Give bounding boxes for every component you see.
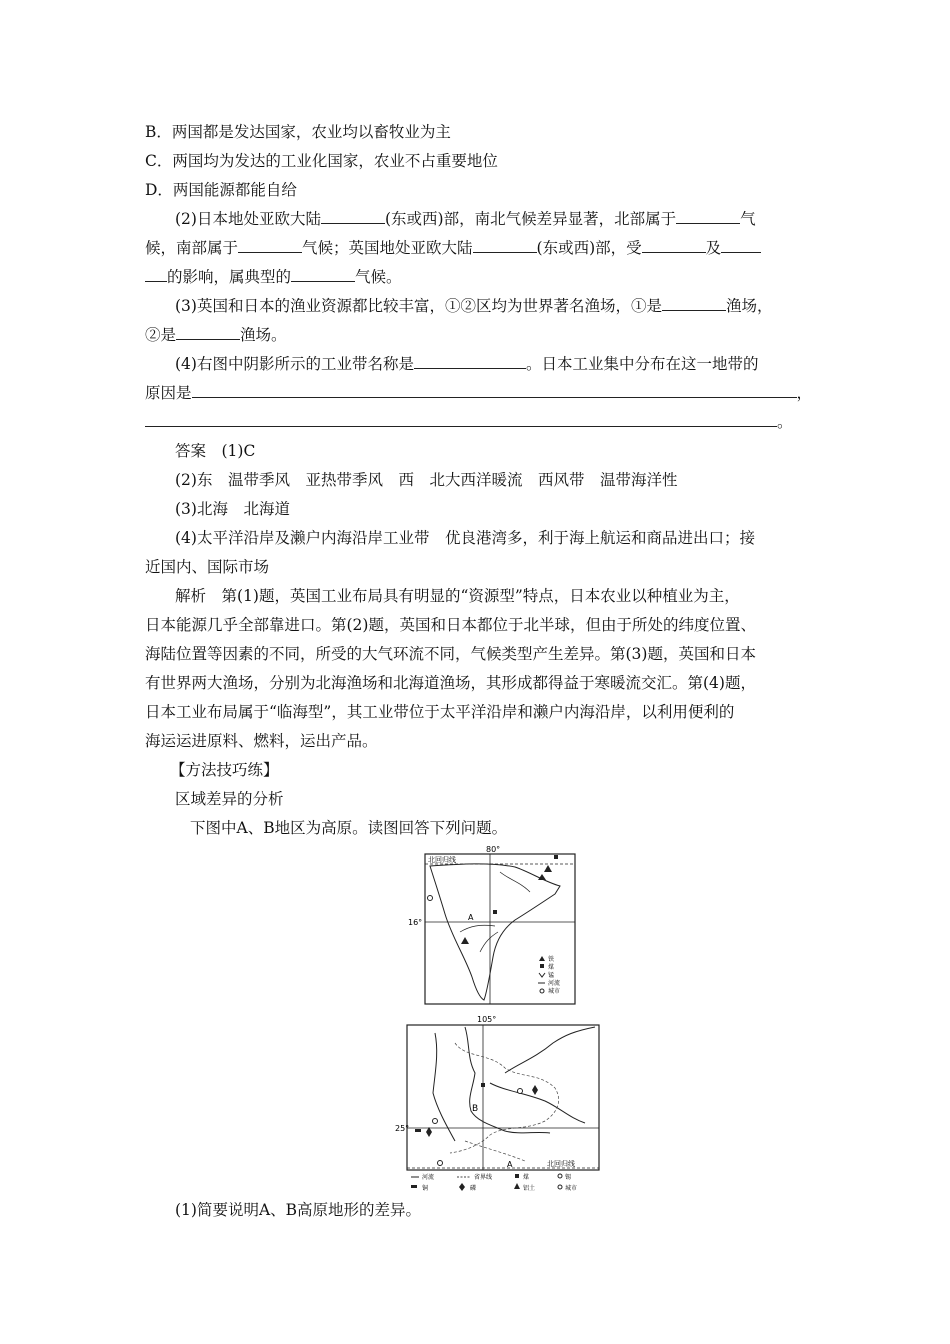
question-3-line-1: (3)英国和日本的渔业资源都比较丰富，①②区均为世界著名渔场，①是 渔场， bbox=[175, 297, 773, 315]
answer-1: 答案 (1)C bbox=[175, 442, 256, 460]
legend-phosphorus-icon bbox=[459, 1183, 465, 1191]
svg-text:磷: 磷 bbox=[470, 1185, 477, 1192]
label-b: B bbox=[472, 1104, 479, 1114]
legend-city-icon bbox=[540, 989, 544, 993]
answer-3: (3)北海 北海道 bbox=[175, 500, 290, 518]
answer-blank[interactable] bbox=[662, 296, 726, 311]
analysis-line-5: 日本工业布局属于“临海型”，其工业带位于太平洋沿岸和濑户内海沿岸，以利用便利的 bbox=[145, 703, 735, 721]
question-4-line-3: 。 bbox=[145, 412, 793, 432]
question-4-line-1: (4)右图中阴影所示的工业带名称是 。日本工业集中分布在这一地带的 bbox=[175, 355, 759, 373]
coastline bbox=[430, 864, 560, 1000]
final-question: (1)简要说明A、B高原地形的差异。 bbox=[175, 1201, 422, 1219]
tropic-label: 北回归线 bbox=[428, 856, 456, 864]
answer-blank[interactable] bbox=[238, 238, 302, 253]
svg-text:煤: 煤 bbox=[523, 1174, 530, 1181]
svg-text:省界线: 省界线 bbox=[474, 1174, 493, 1181]
answer-blank[interactable] bbox=[145, 412, 777, 427]
tropic-label: 北回归线 bbox=[547, 1160, 575, 1168]
method-intro: 下图中A、B地区为高原。读图回答下列问题。 bbox=[190, 819, 508, 837]
longitude-label: 80° bbox=[486, 845, 501, 854]
city-symbol bbox=[433, 1119, 438, 1124]
legend-iron-icon bbox=[539, 956, 545, 961]
svg-text:铁: 铁 bbox=[548, 956, 555, 963]
answer-blank[interactable] bbox=[642, 238, 706, 253]
svg-text:城市: 城市 bbox=[548, 988, 561, 995]
method-heading: 【方法技巧练】 bbox=[170, 761, 279, 779]
answer-4: (4)太平洋沿岸及濑户内海沿岸工业带 优良港湾多，利于海上航运和商品进出口；接 bbox=[175, 529, 755, 547]
svg-text:锡: 锡 bbox=[565, 1174, 572, 1181]
coal-symbol bbox=[493, 910, 497, 914]
option-d: D．两国能源都能自给 bbox=[145, 181, 297, 199]
map-b-yungui bbox=[395, 1013, 605, 1195]
river bbox=[465, 1027, 550, 1133]
map-legend bbox=[538, 955, 560, 995]
legend-city-icon bbox=[558, 1185, 562, 1189]
question-2-line-2: 候，南部属于 气候；英国地处亚欧大陆 (东或西)部，受 及 bbox=[145, 238, 761, 258]
copper-symbol bbox=[415, 1129, 421, 1132]
map-frame bbox=[407, 1025, 599, 1170]
answer-blank[interactable] bbox=[145, 267, 167, 282]
question-4-line-2: 原因是 ， bbox=[145, 384, 813, 402]
latitude-label: 16° bbox=[408, 918, 423, 927]
answer-4-cont: 近国内、国际市场 bbox=[145, 558, 270, 576]
city-symbol bbox=[428, 896, 433, 901]
label-a: A bbox=[468, 913, 474, 922]
map-a-india bbox=[408, 842, 580, 1007]
answer-blank[interactable] bbox=[414, 354, 526, 369]
coal-symbol bbox=[481, 1083, 485, 1087]
svg-text:锰: 锰 bbox=[548, 972, 555, 979]
iron-symbol bbox=[544, 865, 552, 872]
legend-coal-icon bbox=[540, 964, 544, 968]
analysis-line-2: 日本能源几乎全部靠进口。第(2)题，英国和日本都位于北半球，但由于所处的纬度位置、 bbox=[145, 616, 756, 634]
answer-blank[interactable] bbox=[473, 238, 537, 253]
legend-coal-icon bbox=[515, 1174, 519, 1178]
option-c: C．两国均为发达的工业化国家，农业不占重要地位 bbox=[145, 152, 498, 170]
svg-text:城市: 城市 bbox=[565, 1185, 578, 1192]
legend-bauxite-icon bbox=[514, 1183, 520, 1189]
svg-text:铜: 铜 bbox=[422, 1185, 429, 1192]
analysis-line-3: 海陆位置等因素的不同，所受的大气环流不同，气候类型产生差异。第(3)题，英国和日本 bbox=[145, 645, 756, 663]
legend-manganese-icon bbox=[539, 973, 545, 977]
method-topic: 区域差异的分析 bbox=[175, 790, 284, 808]
question-3-line-2: ②是 渔场。 bbox=[145, 326, 287, 344]
svg-text:铝土: 铝土 bbox=[523, 1185, 536, 1192]
iron-symbol bbox=[538, 874, 546, 880]
answer-blank[interactable] bbox=[192, 383, 797, 398]
map-legend bbox=[411, 1173, 577, 1192]
city-symbol bbox=[518, 1089, 523, 1094]
svg-text:河流: 河流 bbox=[422, 1174, 435, 1181]
province-border bbox=[450, 1043, 559, 1153]
answer-blank[interactable] bbox=[176, 325, 240, 340]
city-symbol bbox=[438, 1161, 443, 1166]
river bbox=[490, 1083, 585, 1123]
answer-blank[interactable] bbox=[321, 209, 385, 224]
option-b: B．两国都是发达国家，农业均以畜牧业为主 bbox=[145, 123, 451, 141]
phosphorus-symbol bbox=[426, 1127, 432, 1137]
province-border bbox=[465, 1141, 525, 1161]
phosphorus-symbol bbox=[532, 1085, 538, 1095]
river bbox=[433, 1033, 455, 1141]
analysis-line-1: 解析 第(1)题，英国工业布局具有明显的“资源型”特点，日本农业以种植业为主， bbox=[175, 587, 740, 605]
svg-text:河流: 河流 bbox=[548, 980, 561, 987]
analysis-line-4: 有世界两大渔场，分别为北海渔场和北海道渔场，其形成都得益于寒暖流交汇。第(4)题， bbox=[145, 674, 756, 692]
river bbox=[500, 872, 530, 892]
question-2-line-1: (2)日本地处亚欧大陆 (东或西)部，南北气候差异显著，北部属于 气 bbox=[175, 210, 756, 228]
question-2-line-3: 的影响，属典型的 气候。 bbox=[145, 267, 402, 287]
latitude-label: 25° bbox=[395, 1124, 410, 1133]
answer-blank[interactable] bbox=[291, 267, 355, 282]
answer-blank[interactable] bbox=[676, 209, 740, 224]
legend-tin-icon bbox=[558, 1174, 562, 1178]
analysis-line-6: 海运运进原料、燃料，运出产品。 bbox=[145, 732, 378, 750]
river bbox=[505, 1027, 595, 1073]
iron-symbol bbox=[461, 937, 469, 944]
legend-copper-icon bbox=[411, 1185, 417, 1188]
label-a: A bbox=[507, 1160, 513, 1169]
longitude-label: 105° bbox=[477, 1015, 497, 1024]
answer-blank[interactable] bbox=[721, 238, 761, 253]
svg-text:煤: 煤 bbox=[548, 964, 555, 971]
answer-2: (2)东 温带季风 亚热带季风 西 北大西洋暖流 西风带 温带海洋性 bbox=[175, 471, 678, 489]
coal-symbol bbox=[554, 855, 558, 859]
